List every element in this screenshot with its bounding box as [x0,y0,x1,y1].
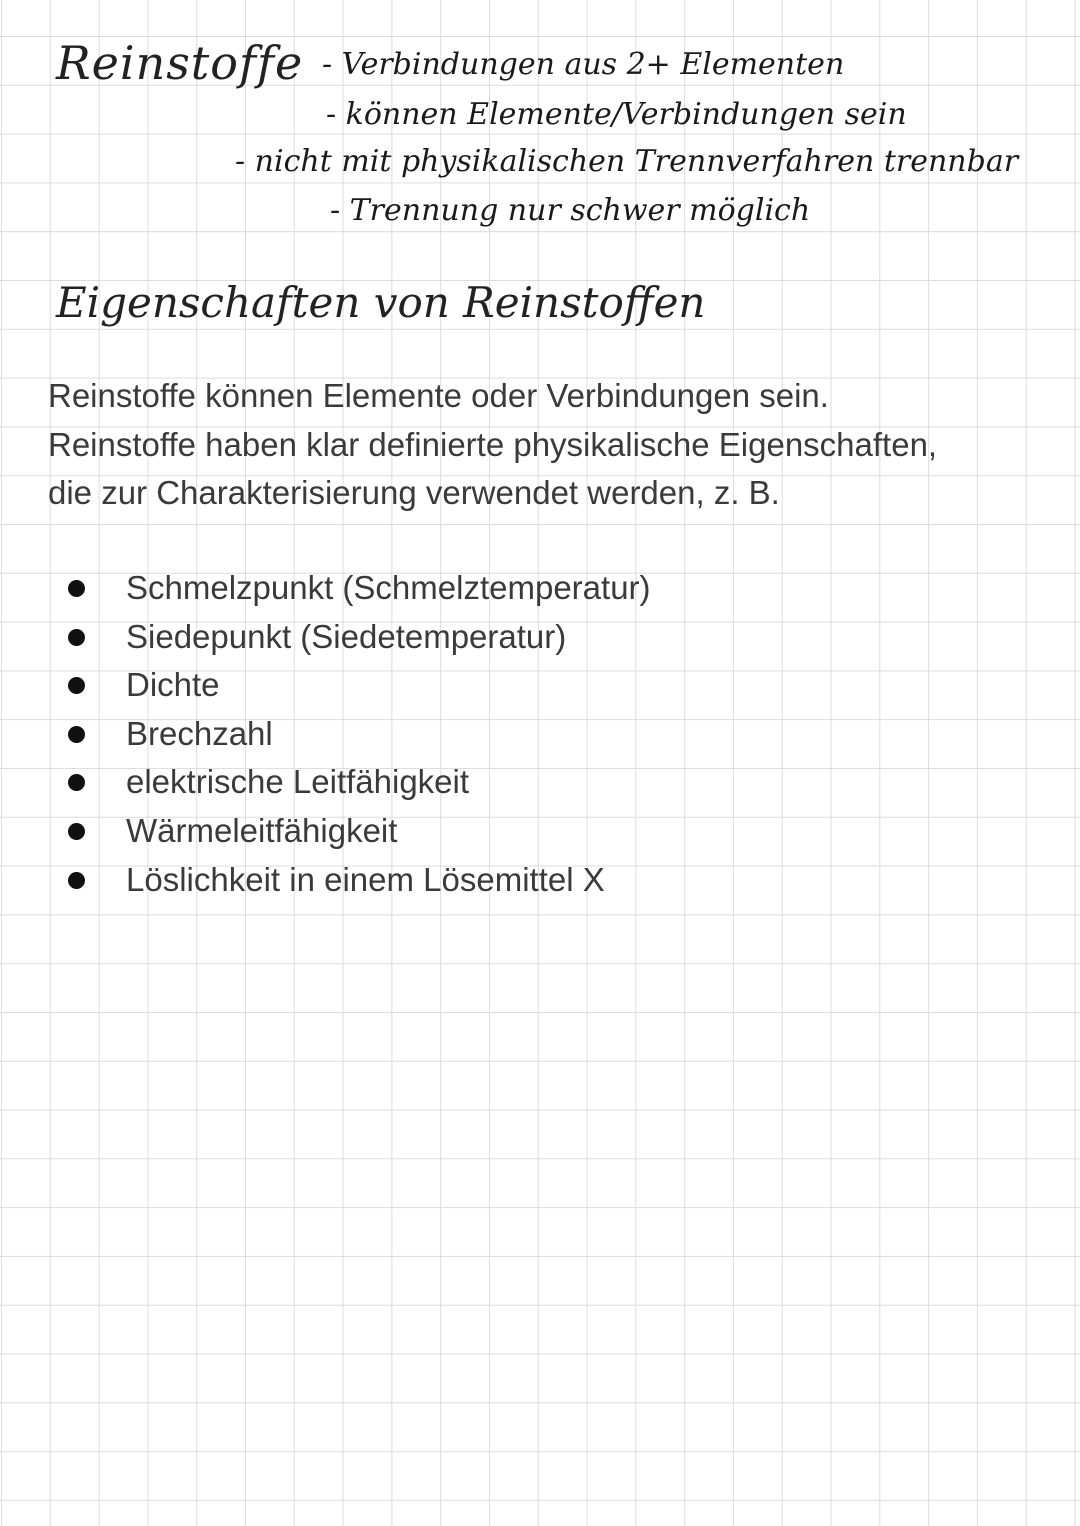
list-item-text: Löslichkeit in einem Lösemittel X [126,860,605,898]
list-item-text: Brechzahl [126,714,273,752]
list-item-text: Wärmeleitfähigkeit [126,811,398,849]
handwritten-note: - Verbindungen aus 2+ Elementen [322,47,845,82]
list-item [66,856,651,905]
list-item [66,661,651,710]
bullet-icon [68,677,85,694]
bullet-icon [68,774,85,791]
handwritten-title: Reinstoffe [56,36,304,90]
list-item-text: Siedepunkt (Siedetemperatur) [126,617,567,655]
bullet-icon [68,580,85,597]
intro-line: Reinstoffe haben klar definierte physikalische Eigenschaften, [48,425,938,463]
bullet-icon [68,629,85,646]
list-item [66,613,651,662]
list-item [66,758,651,807]
list-item-text: Schmelzpunkt (Schmelztemperatur) [126,569,651,606]
list-item-text: Dichte [126,666,220,704]
handwritten-heading: Eigenschaften von Reinstoffen [56,278,706,327]
bullet-icon [68,726,85,743]
list-item-text: elektrische Leitfähigkeit [126,763,470,801]
list-item [66,564,651,613]
intro-line: Reinstoffe können Elemente oder Verbindungen sein. [48,377,829,414]
bullet-icon [68,823,85,840]
intro-paragraph [48,372,1048,518]
handwritten-note: - Trennung nur schwer möglich [330,193,811,228]
intro-line: die zur Charakterisierung verwendet werden, z. B. [48,474,780,511]
list-item [66,807,651,856]
list-item [66,710,651,759]
properties-list [66,564,651,904]
handwritten-note: - nicht mit physikalischen Trennverfahren trennbar [235,144,1019,179]
bullet-icon [68,872,85,889]
handwritten-note: - können Elemente/Verbindungen sein [326,97,907,132]
